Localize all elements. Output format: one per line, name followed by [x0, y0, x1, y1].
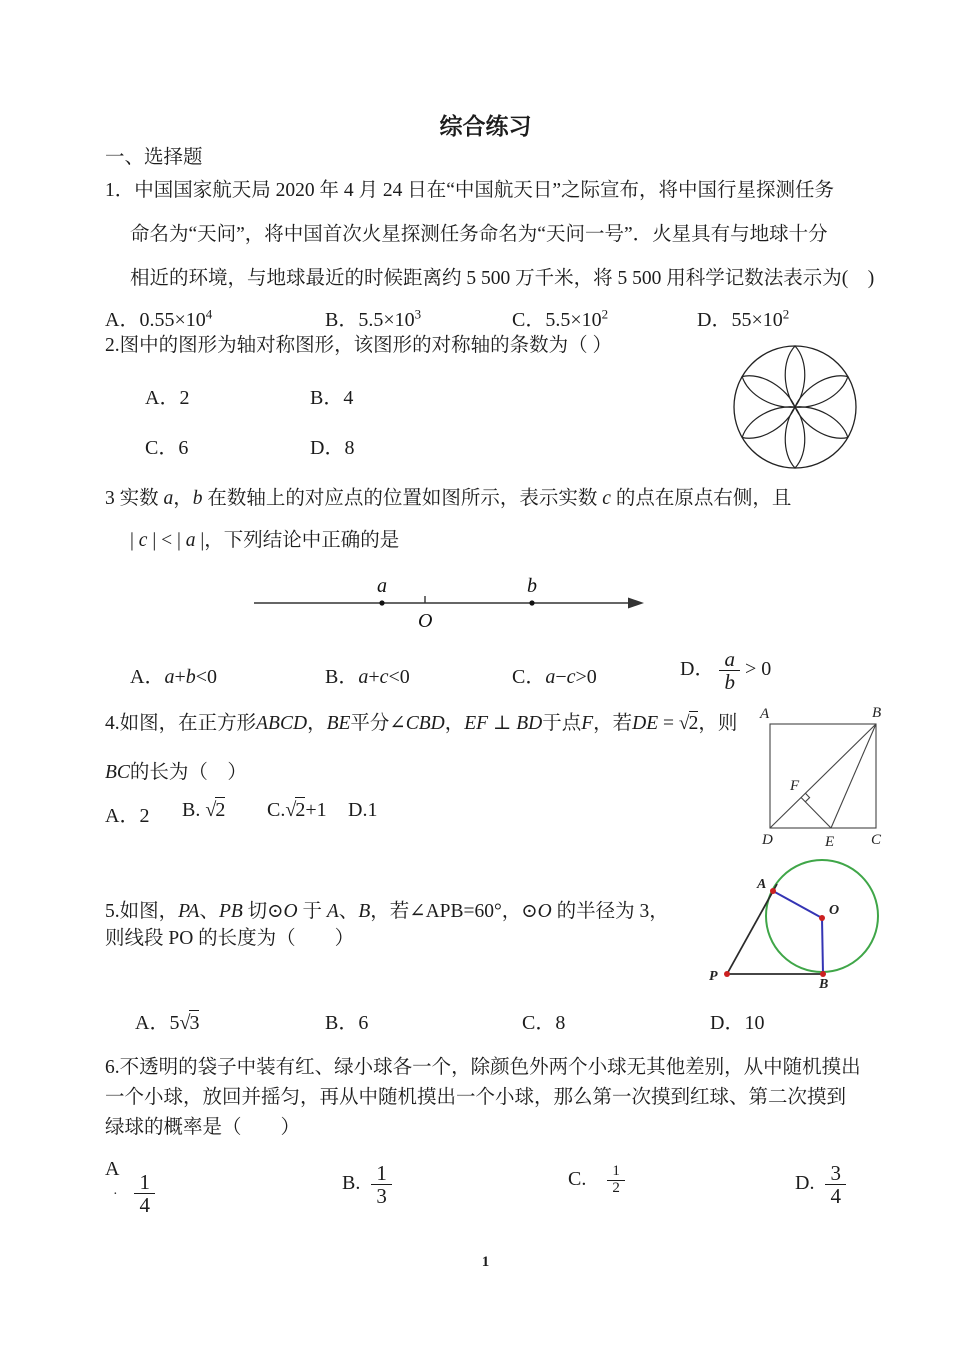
exponent: 3: [414, 306, 422, 322]
page-title: 综合练习: [439, 114, 532, 139]
text-part: b: [185, 666, 196, 688]
q6-option-c: [568, 1164, 625, 1197]
text-part: √: [205, 799, 217, 821]
point-p: [724, 971, 730, 977]
point-o: [819, 915, 825, 921]
text-part: a: [358, 666, 369, 688]
text-part: c: [379, 666, 389, 688]
text-part: CBD: [405, 713, 445, 734]
tangent-pa: [727, 884, 777, 974]
q3-option-a: [130, 660, 217, 689]
text-part: O: [537, 901, 552, 922]
text-part: A．2: [105, 805, 150, 827]
q2-figure-rosette: [731, 343, 859, 471]
text-part: √: [678, 713, 690, 734]
point-a: [770, 888, 776, 894]
text-part: 于点: [542, 713, 582, 734]
text-part: 2: [215, 799, 226, 821]
q2-option-a: A．2: [145, 387, 190, 409]
q4-figure-square: [752, 698, 892, 850]
option-value: 5.5×10: [358, 309, 415, 331]
fraction-numerator: 1: [607, 1164, 625, 1181]
q1-line2: 命名为“天问”，将中国首次火星探测任务命名为“天问一号”．火星具有与地球十分: [130, 224, 828, 245]
text-part: DE: [632, 713, 659, 734]
fraction: [607, 1164, 625, 1197]
text-part: ，则: [698, 713, 738, 734]
q4-option-d: [348, 799, 377, 822]
text-part: ，: [444, 713, 465, 734]
text-part: A．: [130, 666, 165, 688]
q3-option-b: [325, 660, 410, 689]
text-part: <0: [195, 666, 218, 688]
text-part: C．8: [522, 1012, 566, 1034]
radius-ob: [822, 918, 823, 974]
option-value: 55×10: [731, 309, 783, 331]
radius-oa: [773, 891, 822, 918]
q3-figure-numberline: [240, 572, 660, 634]
q4-line2: [105, 761, 247, 784]
text-part: √: [179, 1012, 191, 1034]
q4-option-c: [267, 799, 327, 822]
text-part: BE: [326, 713, 351, 734]
square-svg: [752, 698, 892, 850]
label-p: P: [709, 969, 718, 984]
rosette-svg: [731, 343, 859, 471]
text-part: A: [326, 901, 339, 922]
fraction: [371, 1162, 392, 1207]
q1-option-c: [512, 303, 608, 332]
text-part: PB: [218, 901, 243, 922]
fraction-numerator: a: [719, 648, 740, 671]
fraction-numerator: 1: [134, 1171, 155, 1194]
rosette-petals: [737, 346, 852, 468]
q2-option-d: D．8: [310, 437, 355, 459]
point-b-dot: [529, 600, 534, 605]
text-part: 在数轴上的对应点的位置如图所示，表示实数: [202, 488, 603, 509]
option-label: D.: [795, 1172, 815, 1195]
text-part: B.: [182, 799, 206, 821]
text-part: EF: [464, 713, 489, 734]
exponent: 2: [601, 306, 609, 322]
text-part: 3 实数: [105, 488, 164, 509]
q6-option-d: [795, 1162, 846, 1207]
option-label: D．: [680, 658, 715, 681]
option-label: C．: [512, 309, 546, 331]
q5-option-b: [325, 1006, 368, 1035]
text-part: BD: [516, 713, 543, 734]
text-part: 、: [199, 901, 219, 922]
text-part: c: [566, 666, 576, 688]
tangent-circle-svg: [695, 848, 907, 990]
fraction: [134, 1171, 155, 1216]
text-part: a: [545, 666, 556, 688]
text-part: ABCD: [256, 713, 308, 734]
label-o: O: [829, 903, 840, 918]
label-a: A: [760, 706, 770, 722]
fraction-denominator: 2: [612, 1179, 620, 1196]
text-part: 2: [295, 799, 306, 821]
label-c: C: [871, 832, 882, 848]
text-part: | < |: [147, 530, 186, 551]
text-part: <0: [388, 666, 410, 688]
text-part: F: [581, 713, 594, 734]
text-part: ⊥: [488, 713, 517, 734]
point-b-label: b: [527, 575, 537, 597]
q3-option-d: [680, 648, 771, 693]
text-part: D.1: [348, 799, 378, 821]
point-a-dot: [379, 600, 384, 605]
text-part: B: [358, 901, 371, 922]
q5-option-c: [522, 1006, 565, 1035]
text-part: +1: [305, 799, 327, 821]
q4-option-b: [182, 799, 225, 822]
text-part: 的长为（ ）: [129, 762, 247, 783]
q5-figure-tangent-circle: [695, 848, 907, 990]
segment-be: [831, 724, 876, 828]
text-part: a: [164, 666, 175, 688]
text-part: ，: [307, 713, 327, 734]
q4-line1: [105, 712, 737, 735]
text-part: 5.如图，: [105, 901, 179, 922]
text-part: =: [658, 713, 679, 734]
q3-option-c: [512, 660, 597, 689]
q5-option-d: [710, 1006, 764, 1035]
fraction-numerator: 1: [371, 1162, 392, 1185]
text-part: +: [174, 666, 186, 688]
text-part: O: [283, 901, 298, 922]
q2-stem: 2.图中的图形为轴对称图形，该图形的对称轴的条数为（ ）: [105, 335, 613, 356]
option-label: A．: [105, 309, 140, 331]
text-part: C.: [267, 799, 286, 821]
exponent: 2: [782, 306, 790, 322]
q6-line2: 一个小球，放回并摇匀，再从中随机摸出一个小球，那么第一次摸到红球、第二次摸到: [105, 1087, 847, 1108]
option-value: 0.55×10: [139, 309, 206, 331]
q3-line1: [105, 487, 791, 510]
q2-option-b: B．4: [310, 387, 354, 409]
text-part: ，若∠APB=60°，⊙: [370, 901, 538, 922]
text-part: 于: [297, 901, 327, 922]
option-period: ·: [113, 1187, 118, 1202]
point-a-label: a: [377, 575, 387, 597]
label-b: B: [872, 705, 882, 721]
right-angle-mark: [805, 793, 809, 802]
text-part: |: [130, 530, 139, 551]
numberline-svg: [240, 572, 660, 634]
q6-line1: 6.不透明的袋子中装有红、绿小球各一个，除颜色外两个小球无其他差别，从中随机摸出: [105, 1057, 861, 1078]
option-tail: > 0: [744, 658, 772, 681]
q5-option-a: [135, 1006, 199, 1035]
text-part: ，: [173, 488, 193, 509]
text-part: |，下列结论中正确的是: [195, 530, 400, 551]
text-part: PA: [178, 901, 200, 922]
fraction: [825, 1162, 846, 1207]
q5-line1: [105, 900, 669, 923]
option-label: B．: [325, 309, 359, 331]
q1-option-b: [325, 303, 421, 332]
q6-option-b: [342, 1162, 392, 1207]
text-part: 的半径为 3，: [551, 901, 669, 922]
text-part: BC: [105, 762, 130, 783]
text-part: a: [185, 530, 196, 551]
text-part: D．10: [710, 1012, 765, 1034]
option-letter: A: [105, 1158, 120, 1180]
option-label: B.: [342, 1172, 361, 1195]
text-part: c: [602, 488, 611, 509]
q1-option-d: [697, 303, 789, 332]
label-f: F: [790, 778, 800, 794]
text-part: c: [138, 530, 148, 551]
text-part: A．5: [135, 1012, 180, 1034]
q3-line2: [130, 529, 399, 552]
fraction: [719, 648, 740, 693]
text-part: a: [163, 488, 174, 509]
option-label: [105, 1158, 119, 1204]
label-d: D: [762, 832, 773, 848]
text-part: ，若: [593, 713, 633, 734]
page-number: 1: [481, 1254, 490, 1270]
q1-line1: 1．中国国家航天局 2020 年 4 月 24 日在“中国航天日”之际宣布，将中国行星探测任务: [105, 180, 835, 201]
text-part: 3: [189, 1012, 200, 1034]
label-b: B: [819, 977, 829, 990]
q6-line3: 绿球的概率是（ ）: [105, 1117, 301, 1138]
fraction-denominator: 4: [139, 1192, 150, 1217]
exponent: 4: [205, 306, 213, 322]
text-part: 、: [338, 901, 359, 922]
text-part: 的点在原点右侧，且: [610, 488, 792, 509]
q5-line2: 则线段 PO 的长度为（ ）: [105, 928, 355, 949]
text-part: 平分∠: [350, 713, 406, 734]
text-part: 4.如图，在正方形: [105, 713, 257, 734]
q1-line3: 相近的环境，与地球最近的时候距离约 5 500 万千米，将 5 500 用科学记数法表示为( ): [130, 268, 875, 289]
text-part: C．: [512, 666, 546, 688]
fraction-numerator: 3: [825, 1162, 846, 1185]
origin-label: O: [418, 610, 433, 632]
text-part: √: [285, 799, 297, 821]
text-part: >0: [575, 666, 597, 688]
q2-option-c: C．6: [145, 437, 189, 459]
option-value: 5.5×10: [545, 309, 602, 331]
section-heading: 一、选择题: [105, 147, 203, 168]
diagonal-db: [770, 724, 876, 828]
text-part: B．6: [325, 1012, 369, 1034]
fraction-denominator: b: [724, 670, 735, 695]
numberline-arrowhead: [628, 598, 644, 609]
fraction-denominator: 4: [830, 1184, 841, 1209]
fraction-denominator: 3: [376, 1184, 387, 1209]
label-a: A: [757, 877, 767, 892]
option-label: D．: [697, 309, 732, 331]
text-part: +: [368, 666, 380, 688]
text-part: B．: [325, 666, 359, 688]
label-e: E: [825, 834, 835, 850]
option-label: C.: [568, 1167, 587, 1190]
text-part: 2: [688, 713, 699, 734]
text-part: b: [192, 488, 203, 509]
q4-option-a: [105, 799, 149, 828]
q1-option-a: [105, 303, 212, 332]
q6-option-a: [105, 1158, 155, 1216]
text-part: −: [555, 666, 567, 688]
text-part: 切⊙: [242, 901, 284, 922]
